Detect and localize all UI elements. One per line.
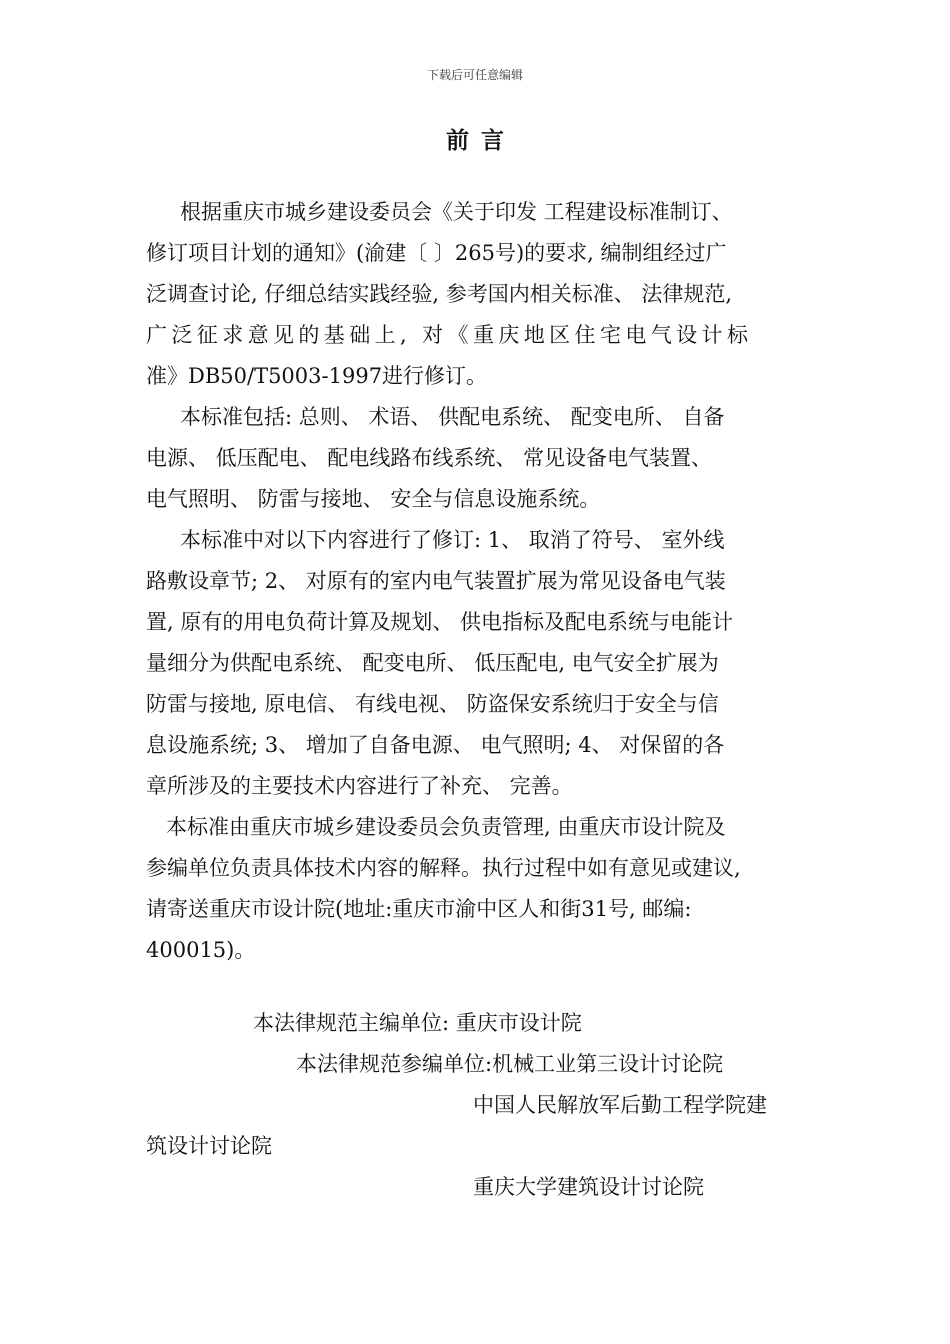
paragraph-line: 本标准由重庆市城乡建设委员会负责管理, 由重庆市设计院及 — [166, 815, 726, 839]
paragraph-line: 根据重庆市城乡建设委员会《关于印发 工程建设标准制订、 — [180, 200, 733, 224]
participating-unit-line: 筑设计讨论院 — [146, 1134, 272, 1158]
paragraph-basis — [146, 192, 806, 397]
paragraph-line: 路敷设章节; 2、 对原有的室内电气装置扩展为常见设备电气装 — [146, 569, 726, 593]
page-header: 下载后可任意编辑 — [426, 68, 523, 82]
paragraph-contents — [146, 397, 806, 520]
paragraph-line: 息设施系统; 3、 增加了自备电源、 电气照明; 4、 对保留的各 — [146, 733, 725, 757]
paragraph-line: 本标准包括: 总则、 术语、 供配电系统、 配变电所、 自备 — [180, 405, 725, 429]
paragraph-line: 泛调查讨论, 仔细总结实践经验, 参考国内相关标准、 法律规范, — [146, 282, 733, 306]
paragraph-line: 本标准中对以下内容进行了修订: 1、 取消了符号、 室外线 — [180, 528, 725, 552]
participating-unit-line: 重庆大学建筑设计讨论院 — [473, 1175, 704, 1199]
paragraph-line: 400015)。 — [146, 938, 256, 962]
paragraph-line: 参编单位负责具体技术内容的解释。执行过程中如有意见或建议, — [146, 856, 741, 880]
participating-unit-line: 中国人民解放军后勤工程学院建 — [473, 1093, 767, 1117]
paragraph-line: 防雷与接地, 原电信、 有线电视、 防盗保安系统归于安全与信 — [146, 692, 719, 716]
page-title: 前言 — [446, 127, 516, 154]
paragraph-revisions — [146, 520, 806, 807]
paragraph-line: 电气照明、 防雷与接地、 安全与信息设施系统。 — [146, 487, 601, 511]
chief-editing-unit: 本法律规范主编单位: 重庆市设计院 — [253, 1011, 582, 1035]
paragraph-line: 量细分为供配电系统、 配变电所、 低压配电, 电气安全扩展为 — [146, 651, 719, 675]
participating-unit: 本法律规范参编单位:机械工业第三设计讨论院 — [296, 1052, 724, 1076]
paragraph-line: 章所涉及的主要技术内容进行了补充、 完善。 — [146, 774, 573, 798]
paragraph-line: 准》DB50/T5003-1997进行修订。 — [146, 364, 488, 388]
paragraph-management — [146, 807, 806, 971]
paragraph-line: 请寄送重庆市设计院(地址:重庆市渝中区人和街31号, 邮编: — [146, 897, 692, 921]
paragraph-line: 电源、 低压配电、 配电线路布线系统、 常见设备电气装置、 — [146, 446, 713, 470]
paragraph-line: 修订项目计划的通知》(渝建〔 〕265号)的要求, 编制组经过广 — [146, 241, 727, 265]
paragraph-line: 广泛征求意见的基础上, 对《重庆地区住宅电气设计标 — [146, 323, 753, 347]
paragraph-line: 置, 原有的用电负荷计算及规划、 供电指标及配电系统与电能计 — [146, 610, 734, 634]
